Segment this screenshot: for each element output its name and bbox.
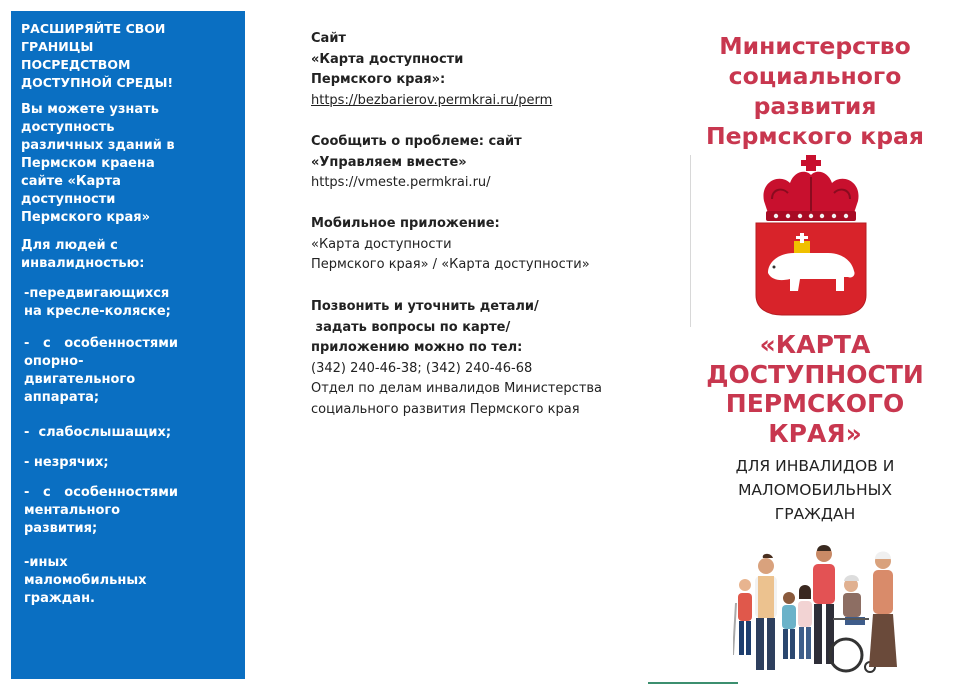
report-title-line: «Управляем вместе» <box>311 154 467 170</box>
site-link[interactable]: https://bezbarierov.permkrai.ru/perm <box>311 92 553 108</box>
site-section <box>311 29 641 111</box>
column-divider <box>690 155 691 327</box>
panel-heading-line: ГРАНИЦЫ <box>21 39 94 54</box>
map-title-line: ПЕРМСКОГО <box>725 389 905 418</box>
phone-numbers: (342) 240-46-38; (342) 240-46-68 <box>311 360 533 376</box>
panel-audience-line: Для людей с <box>21 238 118 253</box>
list-item-line: - незрячих; <box>24 455 109 470</box>
report-section <box>311 132 641 194</box>
list-item <box>24 335 204 407</box>
list-item-line: опорно- <box>24 354 84 369</box>
panel-intro-line: доступность <box>21 120 115 135</box>
map-title-line: КРАЯ» <box>768 418 862 448</box>
app-section <box>311 214 641 276</box>
list-item <box>24 484 204 538</box>
site-title-line: Сайт <box>311 31 346 46</box>
panel-audience <box>21 237 221 273</box>
panel-intro-line: различных зданий в <box>21 138 175 153</box>
site-title-line: Пермского края»: <box>311 72 446 87</box>
perm-coat-of-arms-icon <box>750 155 872 320</box>
list-item-line: -иных <box>24 555 68 570</box>
people-with-disabilities-illustration <box>733 527 900 685</box>
call-title-line: приложению можно по тел: <box>311 340 523 355</box>
app-title: Мобильное приложение: <box>311 216 500 231</box>
report-link[interactable]: https://vmeste.permkrai.ru/ <box>311 175 491 190</box>
list-item-line: -передвигающихся <box>24 286 170 301</box>
contact-section <box>311 297 641 420</box>
list-item-line: на кресле-коляске; <box>24 304 171 319</box>
report-title-line: Сообщить о проблеме: сайт <box>311 134 522 149</box>
panel-heading-line: ПОСРЕДСТВОМ <box>21 57 131 72</box>
panel-audience-line: инвалидностью: <box>21 256 145 271</box>
list-item-line: - с особенностями <box>24 485 178 500</box>
ministry-title-line: Пермского края <box>706 122 924 150</box>
call-title-line: задать вопросы по карте/ <box>311 319 511 335</box>
list-item <box>24 454 204 472</box>
list-item-line: ментального <box>24 503 121 518</box>
panel-heading <box>21 20 221 92</box>
call-title-line: Позвонить и уточнить детали/ <box>311 299 539 314</box>
list-item-line: граждан. <box>24 591 95 606</box>
list-item-line: - слабослышащих; <box>24 425 172 440</box>
ministry-title-line: Министерство <box>719 32 911 60</box>
map-subtitle-line: ГРАЖДАН <box>774 505 856 523</box>
map-title-line: «КАРТА <box>759 330 871 359</box>
panel-intro-line: доступности <box>21 192 116 207</box>
decorative-divider <box>648 682 738 684</box>
app-name-line: «Карта доступности <box>311 236 452 252</box>
map-subtitle-line: МАЛОМОБИЛЬНЫХ <box>738 481 892 499</box>
map-title <box>690 330 940 448</box>
app-name-line: Пермского края» / «Карта доступности» <box>311 257 590 272</box>
panel-intro <box>21 101 221 227</box>
department-line: социального развития Пермского края <box>311 401 580 417</box>
list-item <box>24 554 204 608</box>
list-item-line: маломобильных <box>24 573 147 588</box>
ministry-title-line: социального <box>728 62 902 90</box>
map-subtitle <box>700 454 930 526</box>
list-item <box>24 285 204 321</box>
list-item-line: двигательного <box>24 372 136 387</box>
panel-intro-line: сайте «Карта <box>21 174 121 189</box>
ministry-title <box>690 31 940 151</box>
site-title-line: «Карта доступности <box>311 51 464 67</box>
panel-intro-line: Пермского края» <box>21 210 150 225</box>
list-item-line: - с особенностями <box>24 336 178 351</box>
map-title-line: ДОСТУПНОСТИ <box>706 359 924 389</box>
panel-intro-line: Пермском краена <box>21 156 155 171</box>
list-item-line: аппарата; <box>24 390 100 405</box>
map-subtitle-line: ДЛЯ ИНВАЛИДОВ И <box>735 457 895 475</box>
list-item-line: развития; <box>24 521 98 536</box>
panel-intro-line: Вы можете узнать <box>21 102 159 117</box>
panel-heading-line: РАСШИРЯЙТЕ СВОИ <box>21 21 166 36</box>
list-item <box>24 424 204 442</box>
ministry-title-line: развития <box>753 92 877 120</box>
department-line: Отдел по делам инвалидов Министерства <box>311 381 603 396</box>
panel-heading-line: ДОСТУПНОЙ СРЕДЫ! <box>21 75 174 90</box>
